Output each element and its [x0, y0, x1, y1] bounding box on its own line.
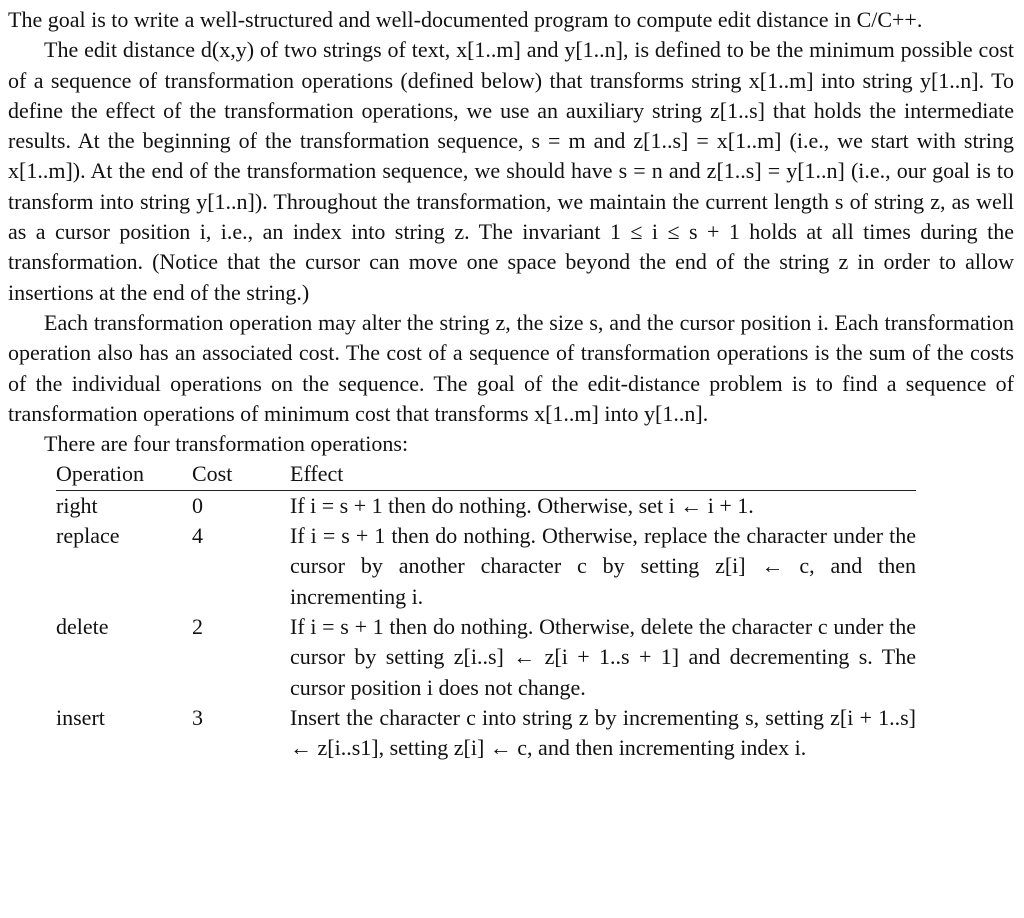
effect-cell: If i = s + 1 then do nothing. Otherwise, delete the character c under the cursor by setting z[i..s] ← z[i + 1..s + 1] and decrementing s. The cursor position i does not change. [290, 613, 916, 700]
table-intro: There are four transformation operations: [44, 431, 409, 457]
operation-cell: delete [56, 613, 109, 639]
header-cost: Cost [192, 459, 290, 490]
operation-cell: insert [56, 704, 105, 730]
operation-cell: right [56, 492, 98, 518]
table-row [56, 490, 916, 521]
operation-cell: replace [56, 523, 120, 549]
effect-cell: If i = s + 1 then do nothing. Otherwise, replace the character under the cursor by another character c by setting z[i] ← c, and then incrementing i. [290, 523, 916, 609]
table-header-row [56, 459, 916, 490]
cost-cell: 4 [192, 523, 203, 549]
intro-paragraph: The goal is to write a well-structured and well-documented program to compute edit distance in C/C++. [8, 7, 923, 32]
cost-cell: 0 [192, 492, 203, 518]
cost-cell: 2 [192, 613, 203, 639]
effect-cell: If i = s + 1 then do nothing. Otherwise, set i ← i + 1. [290, 492, 754, 518]
table-row [56, 612, 916, 703]
operations-paragraph: Each transformation operation may alter the string z, the size s, and the cursor position i. Each transformation operation also has an associated cost. The cost of a sequence of transformation operations is the sum of the costs of the individual operations on the sequence. The goal of the edit-distance problem is to find a sequence of transformation operations of minimum cost that transforms x[1..m] into y[1..n]. [8, 309, 1014, 426]
cost-cell: 3 [192, 704, 203, 730]
definition-paragraph: The edit distance d(x,y) of two strings of text, x[1..m] and y[1..n], is defined to be the minimum possible cost of a sequence of transformation operations (defined below) that transforms string x[1..m] into string y[1..n]. To define the effect of the transformation operations, we use an auxiliary string z[1..s] that holds the intermediate results. At the beginning of the transformation sequence, s = m and z[1..s] = x[1..m] (i.e., we start with string x[1..m]). At the end of the transformation sequence, we should have s = n and z[1..s] = y[1..n] (i.e., our goal is to transform into string y[1..n]). Throughout the transformation, we maintain the current length s of string z, as well as a cursor position i, i.e., an index into string z. The invariant 1 ≤ i ≤ s + 1 holds at all times during the transformation. (Notice that the cursor can move one space beyond the end of the string z in order to allow insertions at the end of the string.) [8, 37, 1014, 305]
table-row [56, 521, 916, 612]
table-row [56, 703, 916, 764]
header-effect: Effect [290, 459, 916, 490]
header-operation: Operation [56, 459, 192, 490]
effect-cell: Insert the character c into string z by incrementing s, setting z[i + 1..s] ← z[i..s1], setting z[i] ← c, and then incrementing index i. [290, 704, 916, 761]
operations-table [56, 459, 916, 763]
